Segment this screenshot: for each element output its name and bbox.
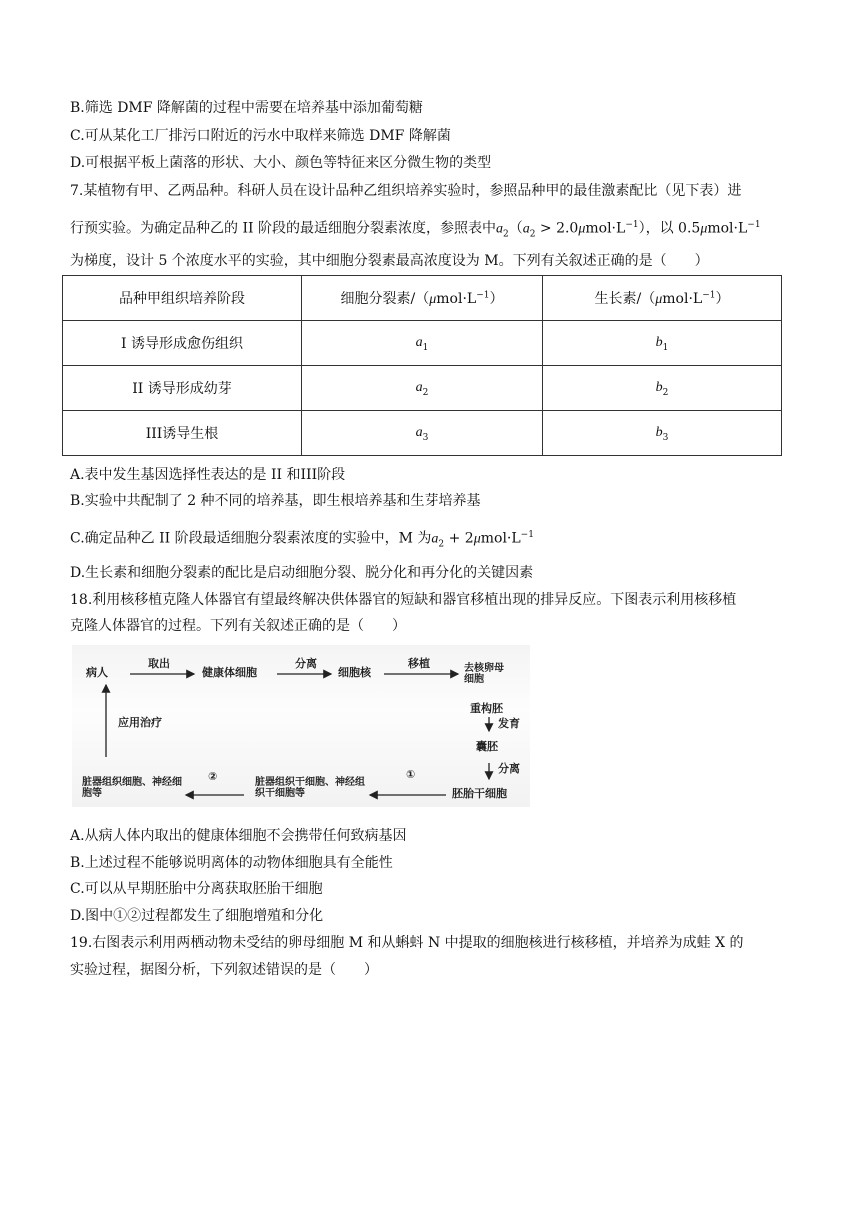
diagram-enucleated-egg: 去核卵母细胞: [464, 663, 504, 685]
diagram-nucleus: 细胞核: [338, 666, 371, 679]
q7-stem-line3: 为梯度，设计 5 个浓度水平的实验，其中细胞分裂素最高浓度设为 M。下列有关叙述正确的是（ ）: [70, 253, 709, 269]
q19-stem-line1: 19.右图表示利用两栖动物未受结的卵母细胞 M 和从蝌蚪 N 中提取的细胞核进行核移植，并培养为成蛙 X 的: [70, 935, 744, 951]
q7-stem-line1: 7.某植物有甲、乙两品种。科研人员在设计品种乙组织培养实验时，参照品种甲的最佳激素配比（见下表）进: [70, 183, 742, 199]
diagram-step2: ②: [208, 770, 218, 783]
table-cell-stage: II 诱导形成幼芽: [63, 366, 302, 411]
q18-option-c: C.可以从早期胚胎中分离获取胚胎干细胞: [70, 881, 323, 897]
table-header-row: [63, 276, 782, 321]
diagram-stem-cells: 脏器组织干细胞、神经组织干细胞等: [255, 777, 365, 799]
table-row: [63, 411, 782, 456]
diagram-reconstructed-embryo: 重构胚: [470, 702, 503, 715]
q18-stem-line2: 克隆人体器官的过程。下列有关叙述正确的是（ ）: [70, 618, 406, 634]
table-cell-auxin: $b_1$: [543, 321, 782, 366]
table-header-auxin: 生长素$/(\mu mol\cdot L^{-1})$: [543, 276, 782, 321]
diagram-healthy-cell: 健康体细胞: [202, 666, 257, 679]
diagram-apply-treatment: 应用治疗: [118, 716, 162, 729]
table-cell-stage: I 诱导形成愈伤组织: [63, 321, 302, 366]
diagram-organ-cells: 脏器组织细胞、神经细胞等: [82, 777, 182, 799]
table-row: [63, 321, 782, 366]
q7-option-a: A.表中发生基因选择性表达的是 II 和III阶段: [70, 467, 346, 483]
table-cell-cytokinin: $a_3$: [302, 411, 543, 456]
diagram-embryonic-stem-cell: 胚胎干细胞: [452, 787, 507, 800]
q7-option-d: D.生长素和细胞分裂素的配比是启动细胞分裂、脱分化和再分化的关键因素: [70, 565, 534, 581]
q18-option-b: B.上述过程不能够说明离体的动物体细胞具有全能性: [70, 855, 393, 871]
diagram-step1: ①: [406, 768, 416, 781]
q7-stem-line2: 行预实验。为确定品种乙的 II 阶段的最适细胞分裂素浓度，参照表中$a_2(a_2 > 2.0\mu mol\cdot L^{-1})$，以 $0.5\mu mol\cdot L^{-1}$: [70, 220, 761, 240]
diagram-patient: 病人: [86, 666, 108, 679]
cloning-flow-diagram: [72, 645, 530, 807]
q7-option-b: B.实验中共配制了 2 种不同的培养基，即生根培养基和生芽培养基: [70, 493, 481, 509]
q6-option-b: B.筛选 DMF 降解菌的过程中需要在培养基中添加葡萄糖: [70, 100, 423, 116]
table-row: [63, 366, 782, 411]
table-cell-stage: III诱导生根: [63, 411, 302, 456]
q18-stem-line1: 18.利用核移植克隆人体器官有望最终解决供体器官的短缺和器官移植出现的排异反应。下图表示利用核移植: [70, 592, 737, 608]
q19-stem-line2: 实验过程，据图分析，下列叙述错误的是（ ）: [70, 962, 378, 978]
diagram-separate-label: 分离: [295, 657, 317, 670]
diagram-transplant-label: 移植: [408, 657, 430, 670]
hormone-ratio-table: [62, 275, 782, 456]
table-cell-auxin: $b_2$: [543, 366, 782, 411]
diagram-blastocyst: 囊胚: [476, 740, 498, 753]
q7-option-c: C.确定品种乙 II 阶段最适细胞分裂素浓度的实验中，M 为$a_2 + 2\mu mol\cdot L^{-1}$: [70, 530, 534, 550]
table-cell-auxin: $b_3$: [543, 411, 782, 456]
table-header-cytokinin: 细胞分裂素$/(\mu mol\cdot L^{-1})$: [302, 276, 543, 321]
diagram-develop-label: 发育: [498, 717, 520, 730]
diagram-take-label: 取出: [148, 657, 170, 670]
diagram-separate2-label: 分离: [498, 762, 520, 775]
table-header-stage: 品种甲组织培养阶段: [63, 276, 302, 321]
table-cell-cytokinin: $a_1$: [302, 321, 543, 366]
q6-option-d: D.可根据平板上菌落的形状、大小、颜色等特征来区分微生物的类型: [70, 155, 492, 171]
q6-option-c: C.可从某化工厂排污口附近的污水中取样来筛选 DMF 降解菌: [70, 128, 451, 144]
q18-option-d: D.图中①②过程都发生了细胞增殖和分化: [70, 908, 324, 924]
table-cell-cytokinin: $a_2$: [302, 366, 543, 411]
q18-option-a: A.从病人体内取出的健康体细胞不会携带任何致病基因: [70, 828, 407, 844]
